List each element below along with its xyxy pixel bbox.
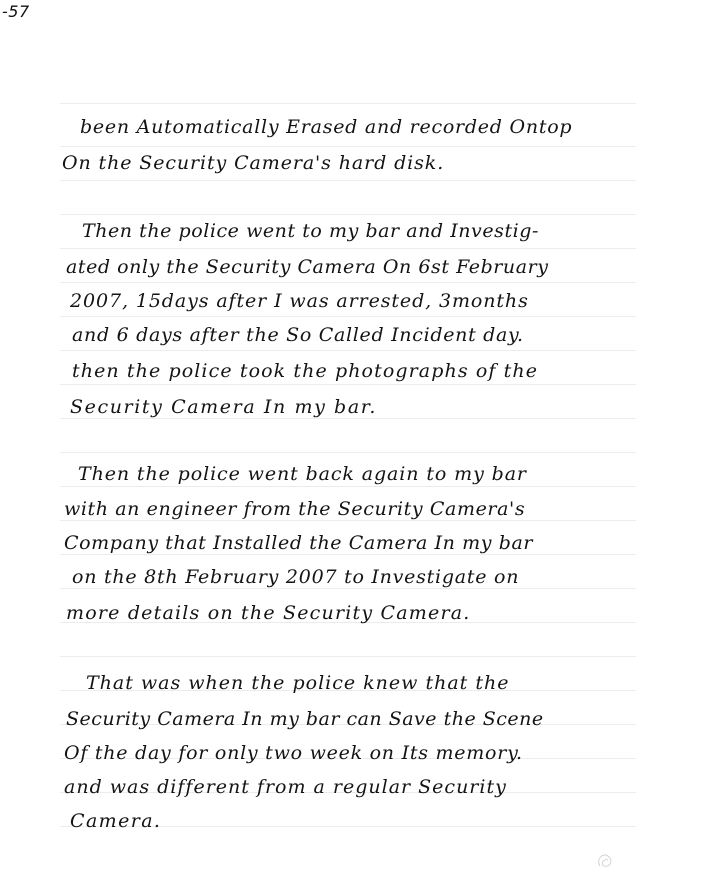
ruled-line xyxy=(60,248,636,249)
ruled-line xyxy=(60,350,636,351)
text-line: On the Security Camera's hard disk. xyxy=(62,152,445,174)
text-line: ated only the Security Camera On 6st February xyxy=(66,256,549,278)
ruled-line xyxy=(60,146,636,147)
text-line: Security Camera In my bar can Save the Scene xyxy=(66,708,544,730)
ruled-line xyxy=(60,214,636,215)
ruled-line xyxy=(60,316,636,317)
text-line: Then the police went to my bar and Investig- xyxy=(82,220,539,242)
ruled-line xyxy=(60,103,636,104)
ruled-line xyxy=(60,656,636,657)
text-line: and was different from a regular Security xyxy=(64,776,507,798)
ruled-line xyxy=(60,384,636,385)
text-line: more details on the Security Camera. xyxy=(66,602,471,624)
ruled-line xyxy=(60,180,636,181)
ruled-line xyxy=(60,282,636,283)
faint-scribble-mark xyxy=(594,848,618,872)
text-line: Camera. xyxy=(70,810,162,832)
text-line: with an engineer from the Security Camera's xyxy=(64,498,526,520)
text-line: Then the police went back again to my bar xyxy=(78,463,527,485)
text-line: been Automatically Erased and recorded Ontop xyxy=(80,116,573,138)
page-number: -57 xyxy=(2,2,30,21)
ruled-line xyxy=(60,452,636,453)
text-line: and 6 days after the So Called Incident day. xyxy=(72,324,524,346)
text-line: Of the day for only two week on Its memory. xyxy=(64,742,523,764)
ruled-line xyxy=(60,554,636,555)
text-line: then the police took the photographs of the xyxy=(72,360,539,382)
text-line: on the 8th February 2007 to Investigate on xyxy=(72,566,520,588)
ruled-line xyxy=(60,418,636,419)
text-line: 2007, 15days after I was arrested, 3months xyxy=(70,290,529,312)
text-line: That was when the police knew that the xyxy=(86,672,510,694)
text-line: Company that Installed the Camera In my bar xyxy=(64,532,534,554)
text-line: Security Camera In my bar. xyxy=(70,396,377,418)
ruled-line xyxy=(60,486,636,487)
ruled-line xyxy=(60,520,636,521)
ruled-line xyxy=(60,588,636,589)
